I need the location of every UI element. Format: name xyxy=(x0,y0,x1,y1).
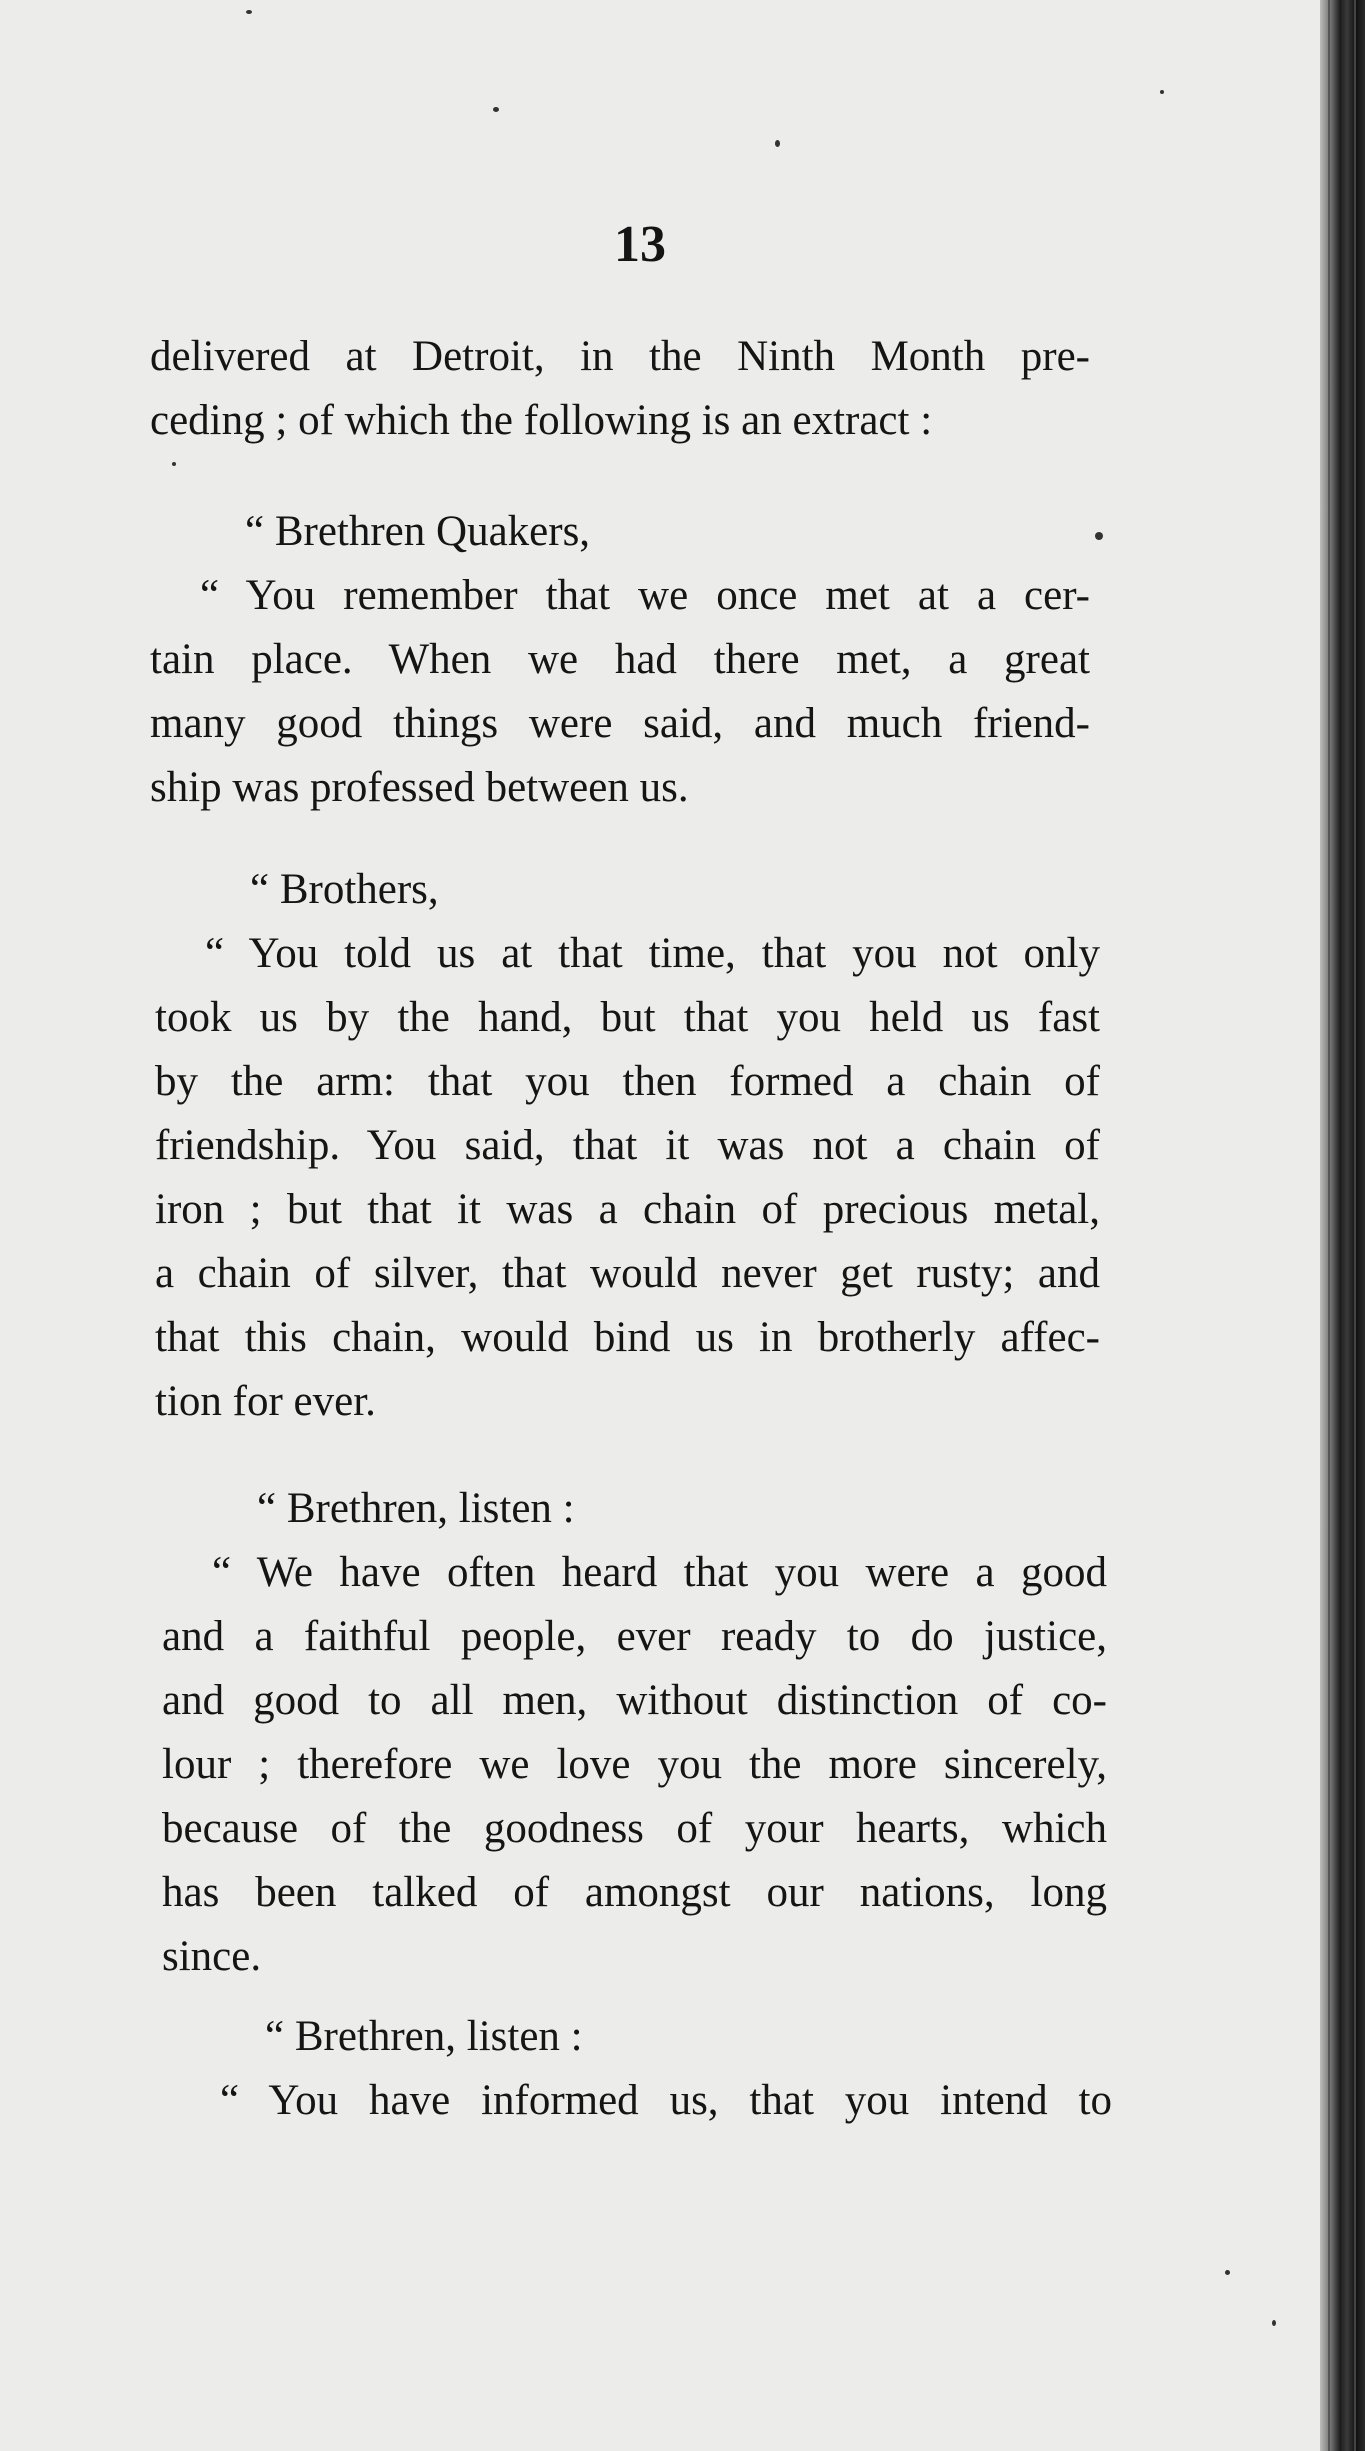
salutation: “ Brethren, listen : xyxy=(257,1485,575,1532)
text-line: that this chain, would bind us in brotherly affec- xyxy=(155,1314,1100,1361)
text-line: since. xyxy=(162,1933,262,1980)
text-line: many good things were said, and much friend- xyxy=(150,700,1090,747)
book-page-edge xyxy=(1320,0,1365,2451)
text-line: by the arm: that you then formed a chain of xyxy=(155,1058,1100,1105)
text-line: friendship. You said, that it was not a chain of xyxy=(155,1122,1100,1169)
ink-speck xyxy=(1272,2320,1276,2326)
page-edge-line xyxy=(1354,0,1356,2451)
page-edge-line xyxy=(1328,0,1330,2451)
text-line: took us by the hand, but that you held us fast xyxy=(155,994,1100,1041)
paragraph-brothers xyxy=(155,858,1100,1434)
ink-speck xyxy=(493,107,499,112)
text-line: tain place. When we had there met, a great xyxy=(150,636,1090,683)
text-line: lour ; therefore we love you the more sincerely, xyxy=(162,1741,1107,1788)
paragraph-intro xyxy=(150,325,1090,453)
text-line: tion for ever. xyxy=(155,1378,376,1425)
text-line: because of the goodness of your hearts, which xyxy=(162,1805,1107,1852)
ink-speck xyxy=(172,462,176,466)
page-edge-line xyxy=(1342,0,1344,2451)
ink-speck xyxy=(1225,2270,1230,2275)
ink-speck xyxy=(1160,90,1164,94)
text-line: and a faithful people, ever ready to do justice, xyxy=(162,1613,1107,1660)
text-line: “ We have often heard that you were a good xyxy=(212,1549,1107,1596)
text-line: delivered at Detroit, in the Ninth Month pre- xyxy=(150,333,1090,380)
salutation: “ Brethren Quakers, xyxy=(245,508,591,555)
text-line: has been talked of amongst our nations, long xyxy=(162,1869,1107,1916)
salutation: “ Brothers, xyxy=(250,866,439,913)
text-line: ceding ; of which the following is an extract : xyxy=(150,397,933,444)
text-line: iron ; but that it was a chain of precious metal, xyxy=(155,1186,1100,1233)
paragraph-brethren-listen-1 xyxy=(162,1477,1107,1989)
salutation: “ Brethren, listen : xyxy=(265,2013,583,2060)
paragraph-brethren-quakers xyxy=(150,500,1090,820)
text-line: “ You remember that we once met at a cer- xyxy=(200,572,1090,619)
ink-speck xyxy=(246,10,252,14)
ink-speck xyxy=(775,140,780,147)
paragraph-brethren-listen-2 xyxy=(170,2005,1112,2133)
text-line: and good to all men, without distinction of co- xyxy=(162,1677,1107,1724)
ink-speck xyxy=(1095,532,1103,540)
text-line: ship was professed between us. xyxy=(150,764,689,811)
text-line: “ You have informed us, that you intend to xyxy=(220,2077,1112,2124)
text-line: a chain of silver, that would never get rusty; and xyxy=(155,1250,1100,1297)
text-line: “ You told us at that time, that you not only xyxy=(205,930,1100,977)
page-number: 13 xyxy=(614,216,666,273)
